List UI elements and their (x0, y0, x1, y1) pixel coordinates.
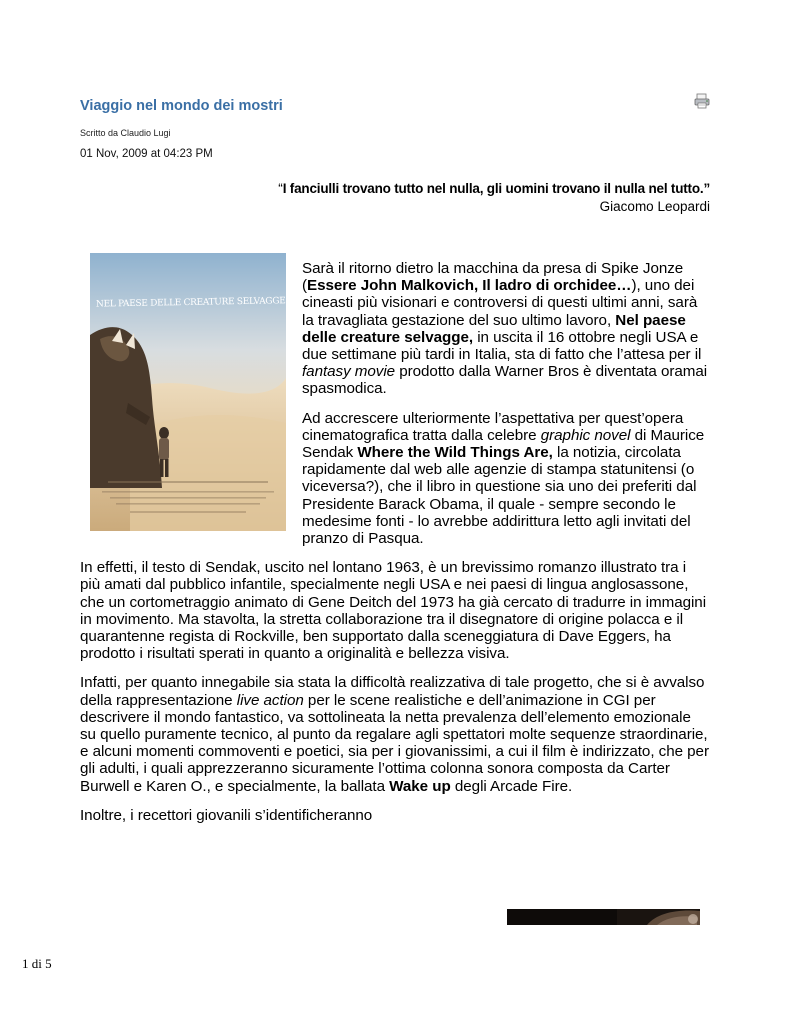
movie-poster-image (90, 253, 286, 531)
cropped-image (507, 909, 700, 925)
text-run: per le scene realistiche e dell’animazione in CGI per descrivere il mondo fantastico, va sottolineata la netta prevalenza dell’elemento emozionale su quello puramente tecnico, al punto da regalare agli spettatori molte sequenze straordinarie, e alcuni momenti commoventi e poetici, sia per i giovanissimi, a cui il film è indirizzato, che per gli adulti, i quali apprezzeranno sicuramente l’ottima colonna sonora composta da Carter Burwell e Karen O., e specialmente, la ballata (80, 691, 709, 795)
article-body (80, 260, 710, 836)
bold-run: Wake up (389, 777, 451, 795)
quote-text: I fanciulli trovano tutto nel nulla, gli uomini trovano il nulla nel tutto.” (282, 181, 710, 196)
text-run: prodotto dalla Warner Bros è diventata oramai spasmodica. (302, 363, 708, 398)
text-run: di Maurice Sendak (302, 426, 705, 462)
quote-open-mark: “ (278, 181, 283, 196)
text-run: degli Arcade Fire. (450, 777, 573, 795)
poster-title: NEL PAESE DELLE CREATURE SELVAGGE (95, 296, 286, 310)
print-icon[interactable] (694, 93, 710, 109)
page-number: 1 di 5 (22, 956, 52, 971)
article-title: Viaggio nel mondo dei mostri (80, 98, 283, 114)
italic-run: live action (236, 691, 304, 709)
text-run: ), uno dei cineasti più visionari e controversi di questi ultimi anni, sarà la travagliata gestazione del suo ultimo lavoro, (302, 277, 698, 329)
paragraph (80, 674, 710, 794)
text-run: Sarà il ritorno dietro la macchina da presa di Spike Jonze ( (302, 260, 684, 295)
italic-run: graphic novel (540, 426, 631, 444)
bold-run: Nel paese delle creature selvagge, (302, 311, 686, 346)
quote-line (150, 180, 710, 198)
quote-author: Giacomo Leopardi (599, 199, 710, 214)
paragraph: In effetti, il testo di Sendak, uscito nel lontano 1963, è un brevissimo romanzo illustrato tra i più amati dal pubblico infantile, specialmente negli USA e nei paesi di lingua anglosassone, che un cortometraggio animato di Gene Deitch del 1973 ha già cercato di tradurre in immagini in movimento. Ma stavolta, la stretta collaborazione tra il disegnatore di origine polacca e il quarantenne regista di Rockville, ben supportato dalla sceneggiatura di Dave Eggers, ha prodotto i risultati sperati in quanto a originalità e bellezza visiva. (80, 559, 707, 663)
text-run: Infatti, per quanto innegabile sia stata la difficoltà realizzativa di tale progetto, che si è avvalso della rappresentazione (80, 674, 705, 709)
bold-run: Essere John Malkovich, Il ladro di orchidee… (307, 277, 632, 295)
article-author: Scritto da Claudio Lugi (80, 128, 171, 138)
bold-run: Where the Wild Things Are, (357, 444, 553, 462)
italic-run: fantasy movie (302, 363, 396, 381)
text-run: la notizia, circolata rapidamente dal web alle agenzie di stampa statunitensi (o viceversa?), che il libro in questione sia uno dei preferiti dal Presidente Barack Obama, il quale - sempre secondo le medesime fonti - lo avrebbe addirittura letto agli invitati del pranzo di Pasqua. (302, 444, 697, 548)
paragraph: Inoltre, i recettori giovanili s’identificheranno (80, 806, 373, 824)
epigraph-quote (150, 180, 710, 216)
article-date: 01 Nov, 2009 at 04:23 PM (80, 148, 213, 160)
text-run: in uscita il 16 ottobre negli USA e due settimane più tardi in Italia, sta di fatto che l’attesa per il (302, 328, 702, 364)
text-run: Ad accrescere ulteriormente l’aspettativa per quest’opera cinematografica tratta dalla celebre (302, 409, 684, 444)
